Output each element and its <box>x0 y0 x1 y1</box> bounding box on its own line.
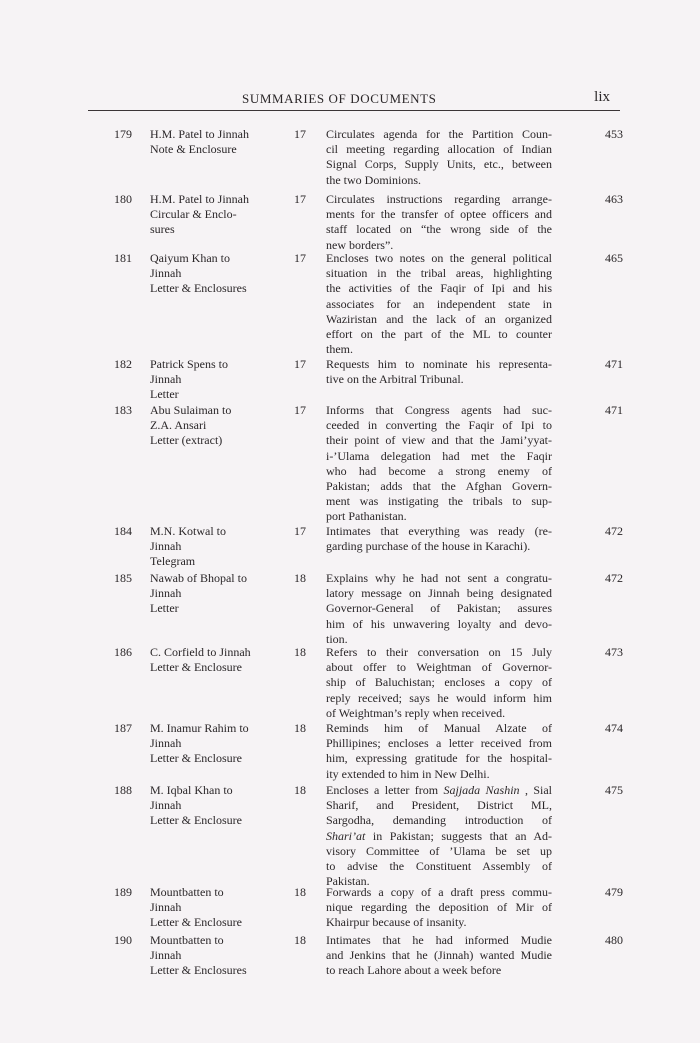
entry-summary <box>326 933 552 979</box>
summary-line: them. <box>326 342 353 357</box>
entry-page-reference: 473 <box>605 645 623 659</box>
correspondents-line: Telegram <box>150 554 196 569</box>
entry-number: 188 <box>114 783 132 797</box>
correspondents-line: Circular & Enclo- <box>150 207 237 222</box>
entry-summary <box>326 251 552 357</box>
correspondents-line: Abu Sulaiman to <box>150 403 232 417</box>
entry-number: 190 <box>114 933 132 947</box>
summary-line: their point of view and that the Jami’yyat- <box>326 433 552 448</box>
summary-line: visory Committee of ’Ulama be set up <box>326 843 552 858</box>
correspondents-line: H.M. Patel to Jinnah <box>150 127 249 141</box>
correspondents-line: M. Inamur Rahim to <box>150 721 249 735</box>
entry-page-reference: 480 <box>605 933 623 947</box>
correspondents-line: Jinnah <box>150 948 182 963</box>
entry-summary <box>326 357 552 387</box>
correspondents-line: Jinnah <box>150 900 182 915</box>
summary-line: him of his unwavering loyalty and devo- <box>326 616 552 631</box>
entry-page-reference: 475 <box>605 783 623 797</box>
summary-line: to advise the Constituent Assembly of <box>326 859 552 874</box>
correspondents-line: Qaiyum Khan to <box>150 251 230 265</box>
correspondents-line: Jinnah <box>150 586 182 601</box>
summary-line: latory message on Jinnah being designated <box>326 586 552 601</box>
entry-number: 186 <box>114 645 132 659</box>
entry-date: 18 <box>294 645 306 659</box>
correspondents-line: Letter & Enclosure <box>150 660 242 675</box>
correspondents-line: Letter & Enclosures <box>150 281 247 296</box>
summary-line: ship of Baluchistan; encloses a copy of <box>326 675 552 690</box>
summary-line: ceeded in converting the Faqir of Ipi to <box>326 418 552 433</box>
summary-line: Pakistan; adds that the Afghan Govern- <box>326 479 552 494</box>
entry-correspondents <box>150 403 278 449</box>
entry-number: 183 <box>114 403 132 417</box>
summary-line: Pakistan. <box>326 874 370 889</box>
header-rule <box>88 110 620 111</box>
entry-page-reference: 463 <box>605 192 623 206</box>
running-title: SUMMARIES OF DOCUMENTS <box>242 91 437 106</box>
summary-line: cil meeting regarding allocation of Indian <box>326 142 552 157</box>
page-number: lix <box>594 89 610 105</box>
summary-line: Encloses a letter from Sajjada Nashin , Sial <box>326 783 552 797</box>
entry-correspondents <box>150 885 278 931</box>
entry-date: 17 <box>294 524 306 538</box>
summary-line: ments for the transfer of optee officers and <box>326 207 552 222</box>
summary-line: i-’Ulama delegation had met the Faqir <box>326 448 552 463</box>
entry-correspondents <box>150 571 278 617</box>
summary-line: about offer to Weightman of Governor- <box>326 660 552 675</box>
entry-correspondents <box>150 357 278 403</box>
entry-correspondents <box>150 783 278 829</box>
correspondents-line: M. Iqbal Khan to <box>150 783 233 797</box>
summary-line: nique regarding the deposition of Mir of <box>326 900 552 915</box>
summary-line: ity extended to him in New Delhi. <box>326 766 490 781</box>
entry-summary <box>326 645 552 721</box>
entry-correspondents <box>150 524 278 570</box>
correspondents-line: Letter & Enclosures <box>150 963 247 978</box>
entry-number: 184 <box>114 524 132 538</box>
entry-page-reference: 465 <box>605 251 623 265</box>
summary-line: him, expressing gratitude for the hospital- <box>326 751 552 766</box>
summary-line: Informs that Congress agents had suc- <box>326 403 552 417</box>
correspondents-line: Nawab of Bhopal to <box>150 571 247 585</box>
summary-line: Encloses two notes on the general political <box>326 251 552 265</box>
correspondents-line: Jinnah <box>150 736 182 751</box>
correspondents-line: Patrick Spens to <box>150 357 228 371</box>
summary-line: Phillipines; encloses a letter received from <box>326 736 552 751</box>
correspondents-line: H.M. Patel to Jinnah <box>150 192 249 206</box>
entry-summary <box>326 783 552 889</box>
entry-number: 185 <box>114 571 132 585</box>
summary-line: Shari’at in Pakistan; suggests that an Ad- <box>326 828 552 843</box>
correspondents-line: Letter <box>150 601 179 616</box>
summary-line: effort on the part of the ML to counter <box>326 327 552 342</box>
summary-line: Requests him to nominate his representa- <box>326 357 552 371</box>
entry-page-reference: 471 <box>605 403 623 417</box>
entry-date: 18 <box>294 933 306 947</box>
entry-number: 187 <box>114 721 132 735</box>
entry-date: 17 <box>294 251 306 265</box>
summary-line: reply received; says he would inform him <box>326 690 552 705</box>
entry-page-reference: 472 <box>605 571 623 585</box>
summary-line: tive on the Arbitral Tribunal. <box>326 372 464 387</box>
summary-line: the two Dominions. <box>326 172 421 187</box>
summary-line: associates for an independent state in <box>326 296 552 311</box>
entry-date: 18 <box>294 721 306 735</box>
entry-number: 180 <box>114 192 132 206</box>
correspondents-line: Jinnah <box>150 539 182 554</box>
entry-page-reference: 479 <box>605 885 623 899</box>
entry-date: 18 <box>294 571 306 585</box>
entry-page-reference: 471 <box>605 357 623 371</box>
correspondents-line: Letter (extract) <box>150 433 223 448</box>
correspondents-line: Letter & Enclosure <box>150 751 242 766</box>
summary-line: Intimates that everything was ready (re- <box>326 524 552 538</box>
summary-line: Governor-General of Pakistan; assures <box>326 601 552 616</box>
entry-page-reference: 472 <box>605 524 623 538</box>
summary-line: Khairpur because of insanity. <box>326 915 467 930</box>
summary-line: garding purchase of the house in Karachi). <box>326 539 531 554</box>
entry-number: 182 <box>114 357 132 371</box>
summary-line: Explains why he had not sent a congratu- <box>326 571 552 585</box>
summary-line: Refers to their conversation on 15 July <box>326 645 552 659</box>
summary-line: Reminds him of Manual Alzate of <box>326 721 552 735</box>
entry-date: 17 <box>294 192 306 206</box>
entry-date: 18 <box>294 783 306 797</box>
page-header <box>90 88 620 112</box>
summary-line: Sargodha, demanding introduction of <box>326 813 552 828</box>
entry-page-reference: 453 <box>605 127 623 141</box>
summary-line: new borders”. <box>326 237 394 252</box>
entry-correspondents <box>150 933 278 979</box>
entry-correspondents <box>150 721 278 767</box>
summary-line: to reach Lahore about a week before <box>326 963 502 978</box>
correspondents-line: Jinnah <box>150 372 182 387</box>
entry-correspondents <box>150 127 278 157</box>
summary-line: Forwards a copy of a draft press commu- <box>326 885 552 899</box>
entry-summary <box>326 885 552 931</box>
entry-date: 17 <box>294 357 306 371</box>
entry-correspondents <box>150 192 278 238</box>
summary-line: ment was instigating the tribals to sup- <box>326 494 552 509</box>
correspondents-line: M.N. Kotwal to <box>150 524 226 538</box>
entry-number: 181 <box>114 251 132 265</box>
summary-line: Circulates instructions regarding arrange- <box>326 192 552 206</box>
entry-summary <box>326 524 552 554</box>
entry-date: 17 <box>294 127 306 141</box>
correspondents-line: Mountbatten to <box>150 933 224 947</box>
entry-number: 179 <box>114 127 132 141</box>
correspondents-line: Jinnah <box>150 798 182 813</box>
entry-correspondents <box>150 645 278 675</box>
entry-summary <box>326 571 552 647</box>
entry-date: 17 <box>294 403 306 417</box>
summary-line: who had become a strong enemy of <box>326 463 552 478</box>
entry-number: 189 <box>114 885 132 899</box>
correspondents-line: sures <box>150 222 175 237</box>
entry-correspondents <box>150 251 278 297</box>
summary-line: port Pathanistan. <box>326 509 407 524</box>
summary-line: of Weightman’s reply when received. <box>326 705 506 720</box>
summary-line: Circulates agenda for the Partition Coun- <box>326 127 552 141</box>
correspondents-line: Note & Enclosure <box>150 142 237 157</box>
summary-line: Intimates that he had informed Mudie <box>326 933 552 947</box>
correspondents-line: Letter & Enclosure <box>150 813 242 828</box>
entry-summary <box>326 192 552 253</box>
correspondents-line: Mountbatten to <box>150 885 224 899</box>
summary-line: the activities of the Faqir of Ipi and his <box>326 281 552 296</box>
entry-page-reference: 474 <box>605 721 623 735</box>
correspondents-line: Jinnah <box>150 266 182 281</box>
correspondents-line: Letter & Enclosure <box>150 915 242 930</box>
entry-summary <box>326 403 552 525</box>
summary-line: staff located on “the wrong side of the <box>326 222 552 237</box>
correspondents-line: C. Corfield to Jinnah <box>150 645 251 659</box>
entry-summary <box>326 721 552 782</box>
entry-summary <box>326 127 552 188</box>
summary-line: Sharif, and President, District ML, <box>326 798 552 813</box>
correspondents-line: Letter <box>150 387 179 402</box>
summary-line: Waziristan and the lack of an organized <box>326 311 552 326</box>
summary-line: and Jenkins that he (Jinnah) wanted Mudie <box>326 948 552 963</box>
summary-line: Signal Corps, Supply Units, etc., between <box>326 157 552 172</box>
correspondents-line: Z.A. Ansari <box>150 418 207 433</box>
summary-line: situation in the tribal areas, highlighting <box>326 266 552 281</box>
entry-date: 18 <box>294 885 306 899</box>
summary-line: tion. <box>326 631 348 646</box>
